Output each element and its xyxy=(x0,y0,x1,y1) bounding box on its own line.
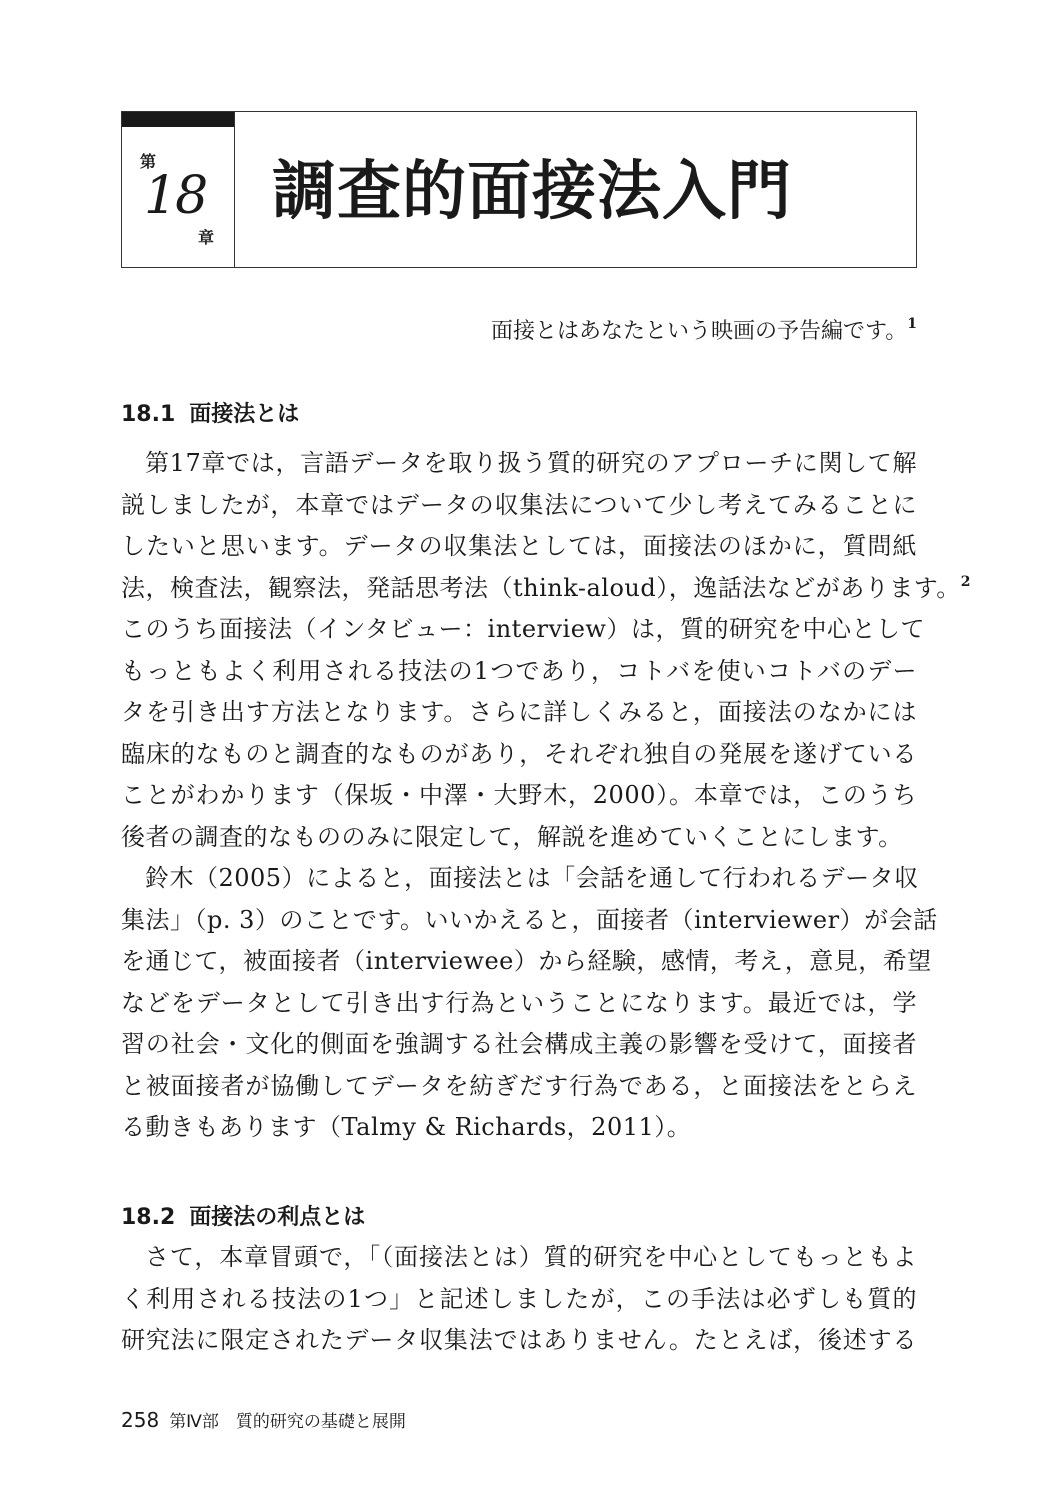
body-line: 説しましたが，本章ではデータの収集法について少し考えてみることに xyxy=(121,490,917,519)
body-line: を通じて，被面接者（interviewee）から経験，感情，考え，意見，希望 xyxy=(121,947,932,975)
body-line: と被面接者が協働してデータを紡ぎだす行為である，と面接法をとらえ xyxy=(121,1071,917,1100)
body-line: 第17章では，言語データを取り扱う質的研究のアプローチに関して解 xyxy=(145,449,917,477)
section-1-body xyxy=(121,443,972,1149)
body-line: る動きもあります（Talmy & Richards，2011）。 xyxy=(121,1113,692,1141)
chapter-number: 18 xyxy=(144,166,207,226)
body-line: く利用される技法の1つ」と記述しましたが，この手法は必ずしも質的 xyxy=(121,1284,917,1313)
body-line: 臨床的なものと調査的なものがあり，それぞれ独自の発展を遂げている xyxy=(121,739,917,768)
body-line: ことがわかります（保坂・中澤・大野木，2000）。本章では，このうち xyxy=(121,781,917,809)
epigraph xyxy=(121,314,917,350)
footnote-marker-2: 2 xyxy=(960,573,972,590)
body-line: 集法」（p. 3）のことです。いいかえると，面接者（interviewer）が会話 xyxy=(121,905,938,934)
epigraph-text: 面接とはあなたという映画の予告編です。 xyxy=(491,319,908,344)
section-2-body xyxy=(121,1237,917,1362)
section-heading-18-1 xyxy=(121,400,299,430)
body-line xyxy=(121,568,972,610)
body-line: 習の社会・文化的側面を強調する社会構成主義の影響を受けて，面接者 xyxy=(121,1030,917,1058)
body-line: さて，本章冒頭で，「（面接法とは）質的研究を中心としてもっともよ xyxy=(145,1243,917,1271)
body-line: 鈴木（2005）によると，面接法とは「会話を通して行われるデータ収 xyxy=(145,864,919,892)
page-footer xyxy=(121,1408,406,1434)
section-heading-18-2 xyxy=(121,1203,365,1233)
chapter-prefix: 第 xyxy=(140,152,157,171)
body-line: このうち面接法（インタビュー：interview）は，質的研究を中心として xyxy=(121,615,925,643)
body-line: 後者の調査的なもののみに限定して，解説を進めていくことにします。 xyxy=(121,822,903,851)
chapter-header xyxy=(121,111,917,268)
chapter-header-divider xyxy=(234,112,235,267)
chapter-suffix: 章 xyxy=(198,228,215,247)
body-line: 研究法に限定されたデータ収集法ではありません。たとえば，後述する xyxy=(121,1326,917,1354)
section-number: 18.1 xyxy=(121,402,176,427)
body-line: もっともよく利用される技法の1つであり，コトバを使いコトバのデー xyxy=(121,656,917,685)
footnote-marker-1: 1 xyxy=(907,316,917,332)
chapter-title: 調査的面接法入門 xyxy=(272,154,792,229)
body-line-text: 法，検査法，観察法，発話思考法（think-aloud），逸話法などがあります。 xyxy=(121,573,961,602)
section-title: 面接法とは xyxy=(189,402,300,427)
body-line: タを引き出す方法となります。さらに詳しくみると，面接法のなかには xyxy=(121,698,917,726)
running-head: 第Ⅳ部 質的研究の基礎と展開 xyxy=(169,1412,406,1432)
section-number: 18.2 xyxy=(121,1205,176,1230)
body-line: などをデータとして引き出す行為ということになります。最近では，学 xyxy=(121,988,917,1017)
section-title: 面接法の利点とは xyxy=(189,1205,366,1230)
body-line: したいと思います。データの収集法としては，面接法のほかに，質問紙 xyxy=(121,532,917,560)
page-number: 258 xyxy=(121,1408,160,1432)
chapter-header-bar xyxy=(122,112,234,127)
